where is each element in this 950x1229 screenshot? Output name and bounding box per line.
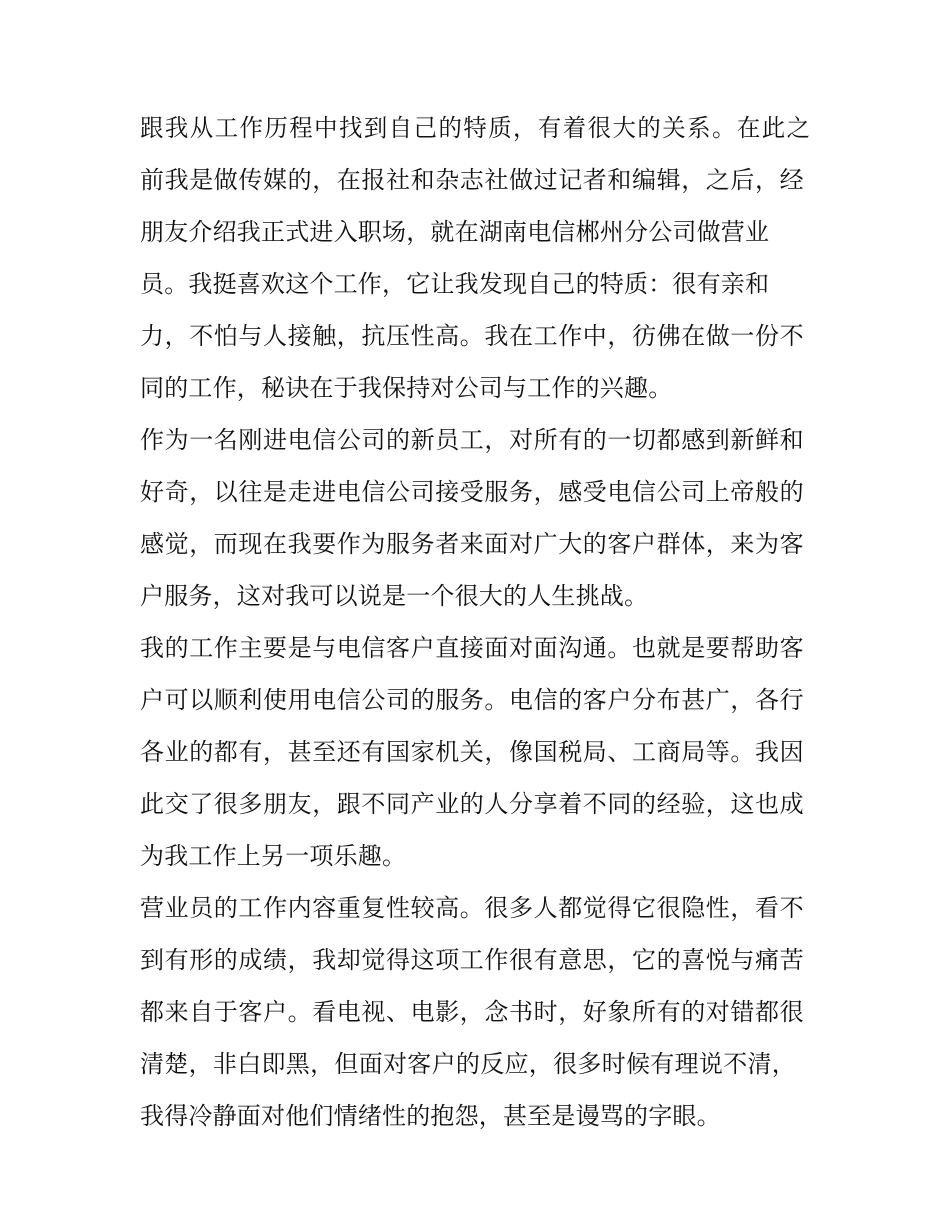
text-line: 各业的都有，甚至还有国家机关，像国税局、工商局等。我因 bbox=[140, 738, 805, 766]
text-line: 户服务，这对我可以说是一个很大的人生挑战。 bbox=[140, 582, 649, 610]
text-line: 朋友介绍我正式进入职场，就在湖南电信郴州分公司做营业 bbox=[140, 218, 770, 246]
text-line: 力，不怕与人接触，抗压性高。我在工作中，彷佛在做一份不 bbox=[140, 322, 805, 350]
text-line: 营业员的工作内容重复性较高。很多人都觉得它很隐性，看不 bbox=[140, 894, 805, 922]
text-line: 清楚，非白即黑，但面对客户的反应，很多时候有理说不清， bbox=[140, 1050, 797, 1078]
text-line: 我的工作主要是与电信客户直接面对面沟通。也就是要帮助客 bbox=[140, 634, 805, 662]
text-line: 我得冷静面对他们情绪性的抱怨，甚至是谩骂的字眼。 bbox=[140, 1102, 721, 1130]
text-line: 感觉，而现在我要作为服务者来面对广大的客户群体，来为客 bbox=[140, 530, 805, 558]
text-line: 到有形的成绩，我却觉得这项工作很有意思，它的喜悦与痛苦 bbox=[140, 946, 805, 974]
text-line: 好奇，以往是走进电信公司接受服务，感受电信公司上帝般的 bbox=[140, 478, 805, 506]
text-line: 户可以顺利使用电信公司的服务。电信的客户分布甚广，各行 bbox=[140, 686, 805, 714]
text-line: 为我工作上另一项乐趣。 bbox=[140, 842, 407, 870]
text-line: 此交了很多朋友，跟不同产业的人分享着不同的经验，这也成 bbox=[140, 790, 805, 818]
text-line: 同的工作，秘诀在于我保持对公司与工作的兴趣。 bbox=[140, 374, 673, 402]
text-line: 都来自于客户。看电视、电影，念书时，好象所有的对错都很 bbox=[140, 998, 805, 1026]
text-line: 前我是做传媒的，在报社和杂志社做过记者和编辑，之后，经 bbox=[140, 166, 805, 194]
text-line: 作为一名刚进电信公司的新员工，对所有的一切都感到新鲜和 bbox=[140, 426, 805, 454]
text-line: 跟我从工作历程中找到自己的特质，有着很大的关系。在此之 bbox=[140, 114, 812, 142]
text-line: 员。我挺喜欢这个工作，它让我发现自己的特质：很有亲和 bbox=[140, 270, 770, 298]
